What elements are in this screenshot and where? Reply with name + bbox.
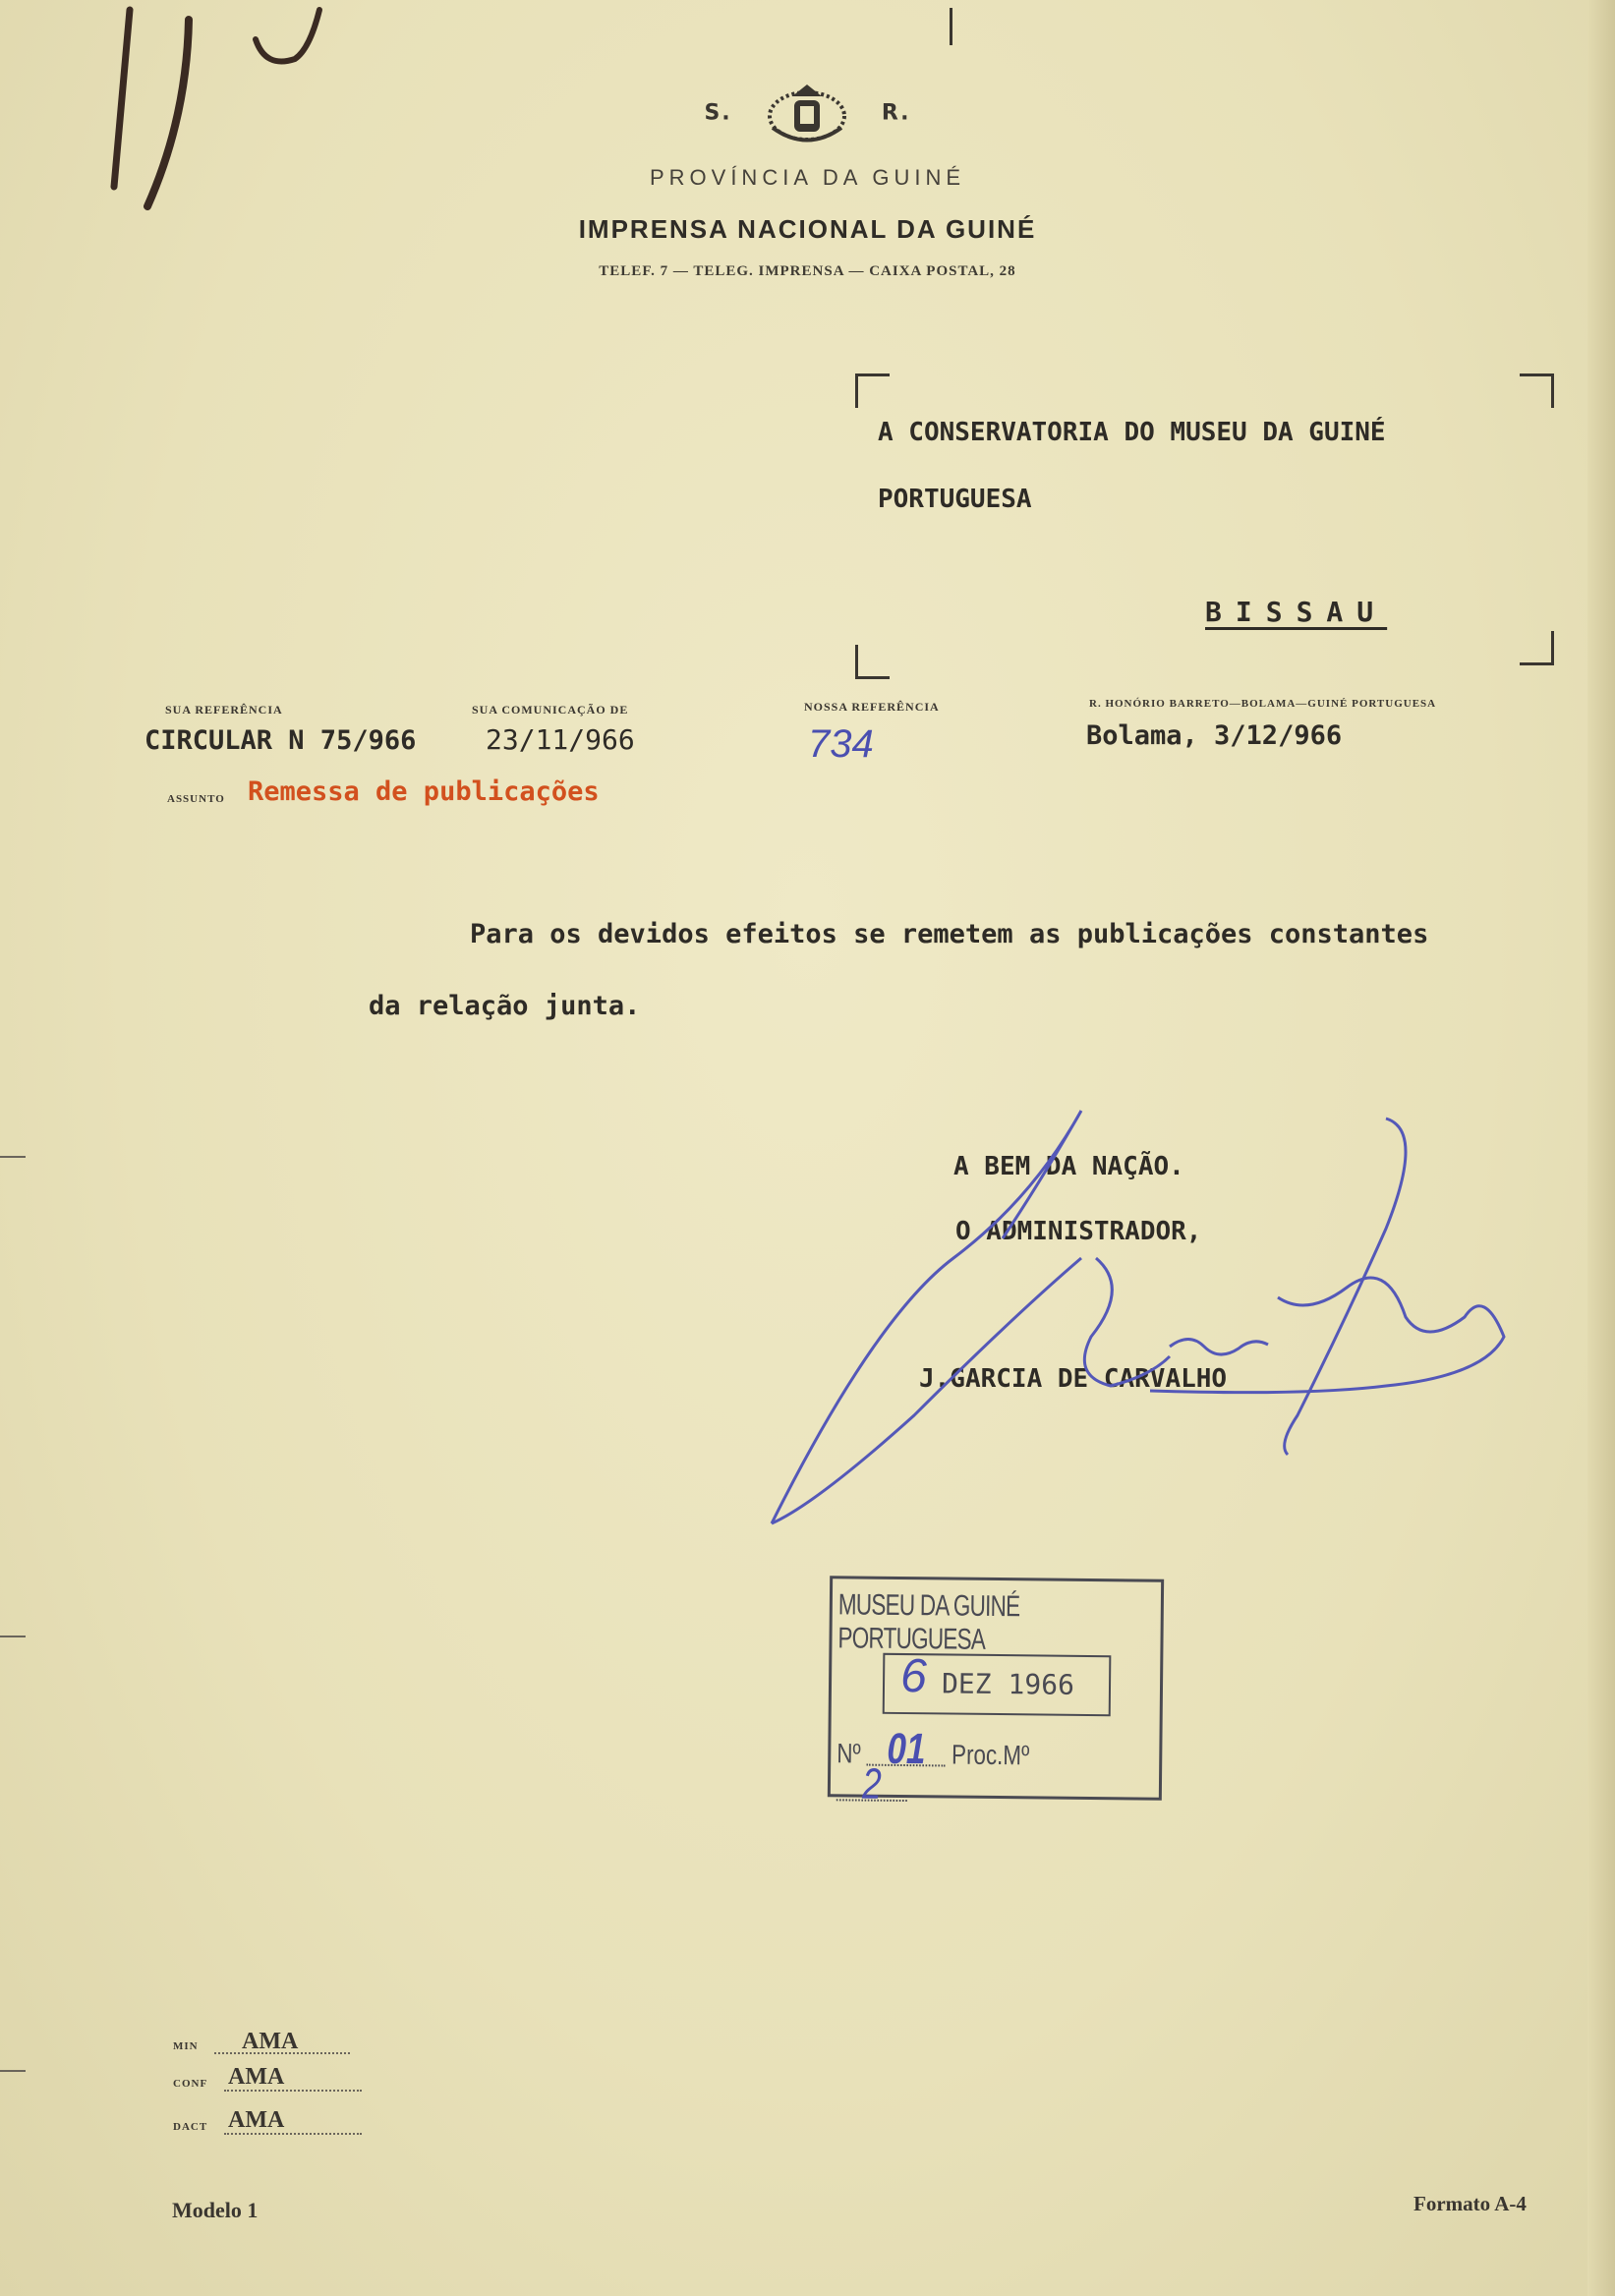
nossa-referencia-value: 734 (808, 722, 874, 766)
left-margin-tick-1 (0, 1156, 26, 1158)
sua-referencia-label: SUA REFERÊNCIA (165, 703, 283, 717)
left-margin-tick-2 (0, 1636, 26, 1637)
footer-format: Formato A-4 (1413, 2192, 1527, 2215)
address-bracket-bottom-left (855, 645, 890, 679)
recipient-line-2: PORTUGUESA (878, 485, 1032, 514)
footer-dact-label: DACT (173, 2121, 208, 2133)
closing-name: J.GARCIA DE CARVALHO (919, 1364, 1228, 1394)
stamp-proc-label: Proc.Mº (951, 1739, 1030, 1771)
signature-text (757, 1091, 767, 1092)
letterhead-contacts: TELEF. 7 — TELEG. IMPRENSA — CAIXA POSTAL, 28 (599, 263, 1016, 279)
sua-comunicacao-value: 23/11/966 (486, 723, 635, 756)
marginalia-text (98, 0, 100, 1)
footer-conf-row (173, 2064, 362, 2094)
subject-value: Remessa de publicações (248, 776, 600, 807)
sua-comunicacao-label: SUA COMUNICAÇÃO DE (472, 703, 629, 717)
closing-title: O ADMINISTRADOR, (955, 1217, 1202, 1246)
nossa-referencia-label: NOSSA REFERÊNCIA (804, 700, 940, 714)
recipient-line-1: A CONSERVATORIA DO MUSEU DA GUINÉ (878, 418, 1386, 447)
letterhead-crest-row (0, 79, 1615, 151)
stamp-no-value: 01 (867, 1735, 946, 1767)
place-date: Bolama, 3/12/966 (1086, 720, 1343, 751)
letterhead-province: PROVÍNCIA DA GUINÉ (649, 165, 966, 190)
coat-of-arms-icon (763, 79, 851, 151)
footer-min-value: AMA (242, 2029, 299, 2054)
footer-min-row (173, 2029, 350, 2058)
footer-model: Modelo 1 (172, 2198, 259, 2222)
recipient-city: BISSAU (1205, 596, 1388, 628)
subject-label: ASSUNTO (167, 793, 225, 805)
stamp-date-box (883, 1649, 1112, 1716)
stamp-footer (836, 1724, 1095, 1808)
footer-conf-label: CONF (173, 2078, 208, 2090)
museum-received-stamp (828, 1576, 1164, 1808)
paper-edge (1587, 0, 1615, 2296)
body-line-1: Para os devidos efeitos se remetem as publicações constantes (470, 919, 1429, 949)
signature (757, 1091, 1524, 1543)
footer-conf-value: AMA (228, 2064, 285, 2090)
footer-dact-value: AMA (228, 2107, 285, 2133)
address-bracket-top-right (1520, 373, 1554, 408)
stamp-title: MUSEU DA GUINÉ PORTUGUESA (837, 1588, 1020, 1656)
letterhead-left-letter: S. (704, 100, 732, 126)
footer-min-label: MIN (173, 2040, 199, 2052)
stamp-no-label: Nº (836, 1738, 861, 1769)
address-label: R. HONÓRIO BARRETO—BOLAMA—GUINÉ PORTUGUESA (1089, 698, 1437, 710)
stamp-month-year: DEZ 1966 (941, 1667, 1075, 1701)
letterhead-right-letter: R. (881, 100, 911, 126)
left-margin-tick-3 (0, 2070, 26, 2072)
body-line-2: da relação junta. (369, 991, 641, 1021)
address-bracket-top-left (855, 373, 890, 408)
stamp-day: 6 (899, 1649, 928, 1703)
closing-salutation: A BEM DA NAÇÃO. (953, 1152, 1184, 1181)
stamp-proc-value: 2 (836, 1769, 907, 1802)
signature-pen-strokes (757, 1091, 1524, 1543)
footer-dact-row (173, 2107, 362, 2137)
letterhead-office: IMPRENSA NACIONAL DA GUINÉ (578, 214, 1037, 244)
sua-referencia-value: CIRCULAR N 75/966 (144, 725, 417, 756)
address-bracket-bottom-right (1520, 631, 1554, 665)
top-tick-mark (950, 8, 952, 45)
